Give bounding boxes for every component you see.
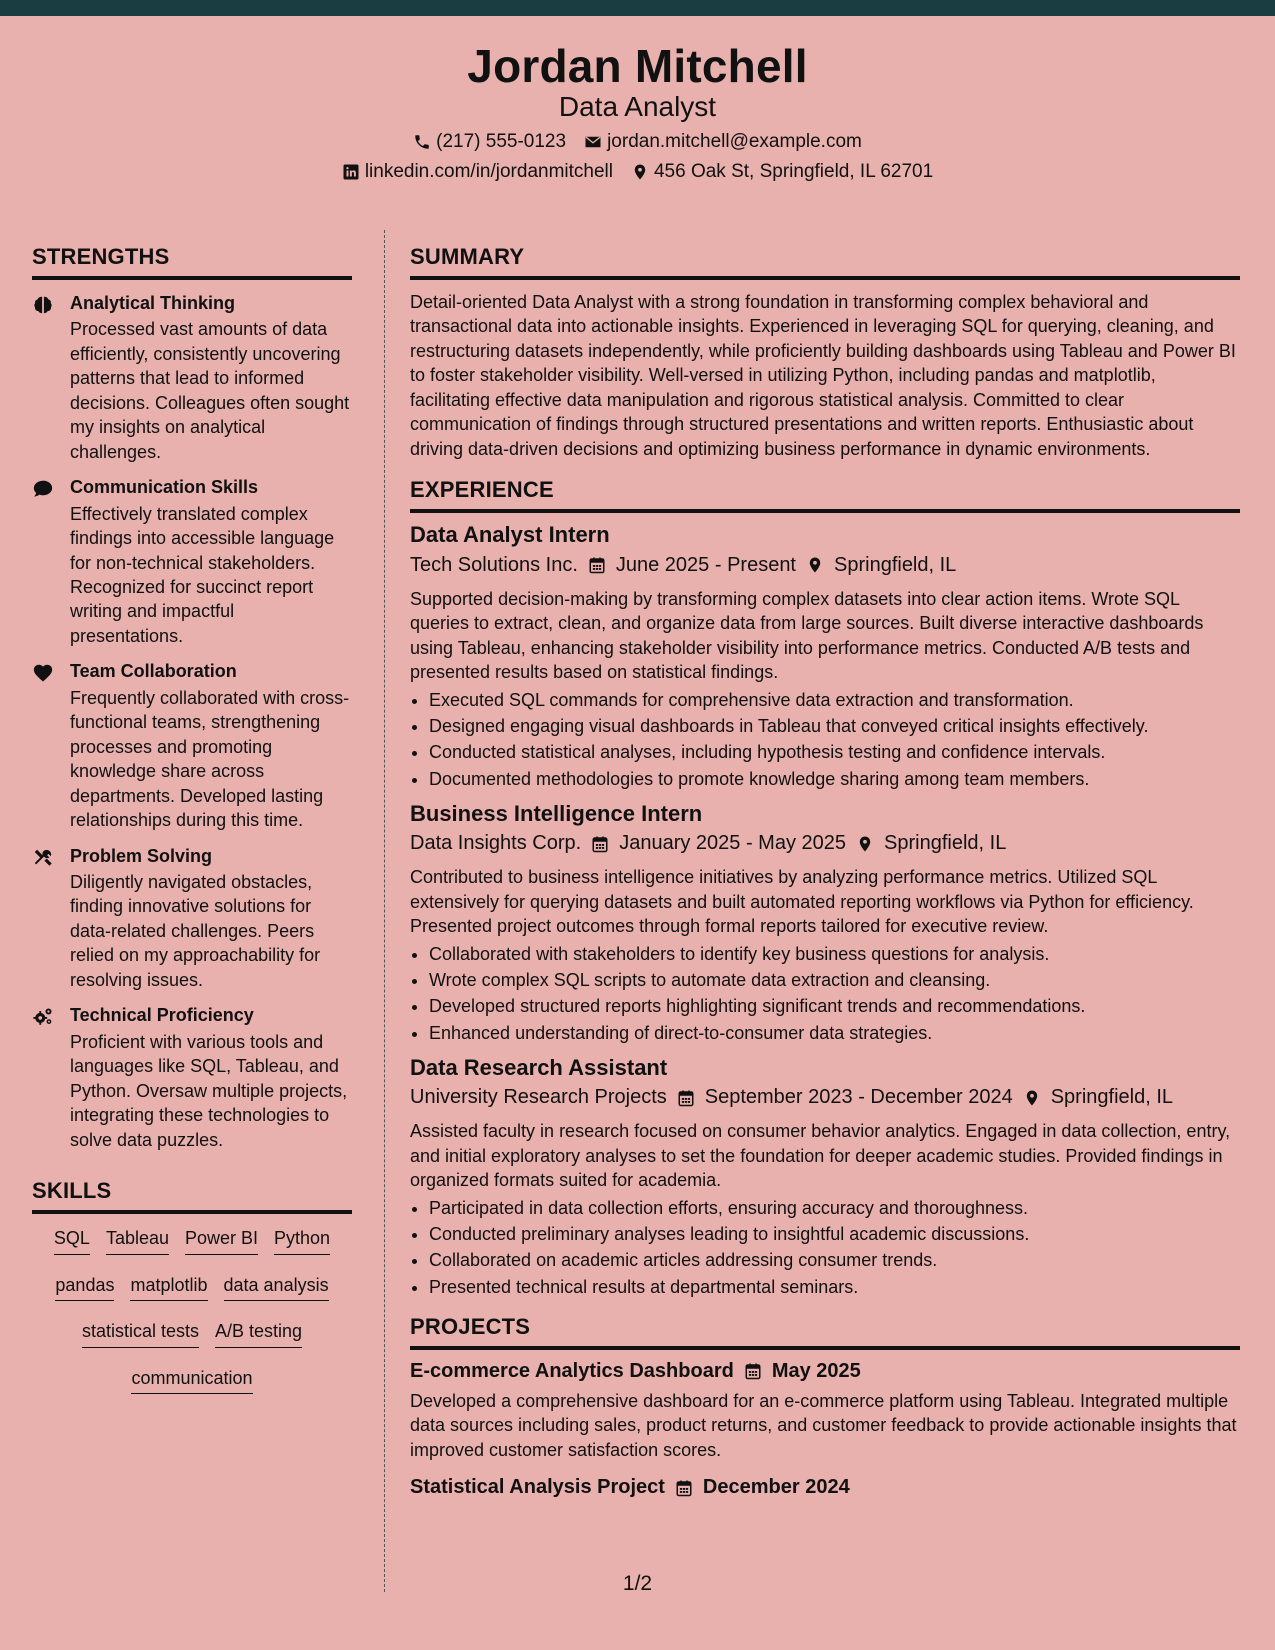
gears-icon (32, 1004, 56, 1152)
strength-description: Diligently navigated obstacles, finding innovative solutions for data-related challenges. Peers relied on my approachability for resolving issues. (70, 872, 321, 990)
skills-section (32, 1178, 352, 1414)
linkedin-contact[interactable] (342, 160, 613, 184)
project-title: E-commerce Analytics Dashboard (410, 1359, 734, 1382)
calendar-icon (744, 1362, 762, 1380)
phone-number: (217) 555-0123 (436, 130, 567, 152)
skill-tag: communication (131, 1368, 252, 1395)
right-column (410, 244, 1240, 1499)
job-company: University Research Projects (410, 1086, 667, 1109)
strength-item (32, 660, 352, 832)
skill-tag: Tableau (106, 1228, 169, 1255)
project-description: Developed a comprehensive dashboard for an e-commerce platform using Tableau. Integrated multiple data sources including sales, product returns, and customer feedback to provide actionable insights that improved customer satisfaction scores. (410, 1390, 1237, 1460)
skills-heading: SKILLS (32, 1178, 352, 1214)
map-pin-icon (856, 835, 874, 853)
job-description: Contributed to business intelligence initiatives by analyzing performance metrics. Utilized SQL extensively for querying datasets and built automated reporting workflows via Python for efficiency. Presented project outcomes through formal reports tailored for executive review. (410, 867, 1194, 937)
job-entry (410, 521, 1240, 792)
skill-tag: Power BI (185, 1228, 258, 1255)
project-header (410, 1476, 1240, 1499)
job-meta (410, 1086, 1240, 1109)
resume-header (0, 16, 1275, 204)
calendar-icon (588, 556, 606, 574)
summary-section (410, 244, 1240, 461)
job-meta (410, 832, 1240, 855)
strength-item (32, 476, 352, 648)
job-description: Assisted faculty in research focused on consumer behavior analytics. Engaged in data collection, entry, and initial exploratory analyses to set the foundation for deeper academic studies. Provided findings in organized formats suited for academia. (410, 1121, 1231, 1191)
job-bullets (410, 1195, 1240, 1300)
skill-tag: pandas (55, 1275, 114, 1302)
project-date: May 2025 (771, 1359, 861, 1382)
strength-description: Processed vast amounts of data efficiently, consistently uncovering patterns that lead to informed decisions. Colleagues often sought my insights on analytical challenges. (70, 319, 350, 462)
address-contact (631, 160, 933, 184)
candidate-name: Jordan Mitchell (467, 40, 808, 92)
summary-heading: SUMMARY (410, 244, 1240, 280)
bullet-item: • Conducted statistical analyses, including hypothesis testing and confidence intervals. (429, 739, 1240, 765)
column-divider (384, 230, 385, 1592)
projects-heading: PROJECTS (410, 1314, 1240, 1350)
job-bullets (410, 941, 1240, 1046)
skill-tag: Python (274, 1228, 330, 1255)
candidate-role: Data Analyst (558, 91, 717, 123)
job-meta (410, 554, 1240, 577)
job-title: Data Research Assistant (410, 1054, 668, 1080)
bullet-item: • Designed engaging visual dashboards in Tableau that conveyed critical insights effectively. (429, 713, 1240, 739)
linkedin-icon (342, 163, 360, 181)
email-contact[interactable] (584, 130, 862, 154)
project-entry (410, 1476, 1240, 1499)
left-column (32, 244, 352, 1414)
brain-icon (32, 292, 56, 464)
top-accent-bar (0, 0, 1275, 16)
phone-contact (413, 130, 566, 154)
job-dates: September 2023 - December 2024 (704, 1086, 1013, 1109)
job-description: Supported decision-making by transforming complex datasets into clear action items. Wrote SQL queries to extract, clean, and organize data from large sources. Built diverse interactive dashboards using Tableau, enhancing stakeholder visibility into performance metrics. Conducted A/B tests and presented results based on statistical findings. (410, 588, 1204, 683)
map-pin-icon (631, 163, 649, 181)
map-pin-icon (806, 556, 824, 574)
envelope-icon (584, 133, 602, 151)
street-address: 456 Oak St, Springfield, IL 62701 (653, 160, 934, 182)
bullet-item: • Presented technical results at departmental seminars. (429, 1274, 1240, 1300)
skill-tag: data analysis (224, 1275, 329, 1302)
skill-tag: matplotlib (130, 1275, 207, 1302)
job-location: Springfield, IL (884, 832, 1007, 855)
job-company: Data Insights Corp. (410, 832, 582, 855)
contact-row-2 (0, 160, 1275, 184)
strength-description: Effectively translated complex findings into accessible language for non-technical stakeholders. Recognized for succinct report writing and impactful presentations. (70, 503, 335, 646)
phone-icon (413, 133, 431, 151)
strengths-section (32, 244, 352, 1152)
skill-tag: A/B testing (215, 1321, 302, 1348)
page-number: 1/2 (622, 1572, 653, 1595)
tools-icon (32, 845, 56, 993)
bullet-item: • Executed SQL commands for comprehensive data extraction and transformation. (429, 687, 1240, 713)
experience-heading: EXPERIENCE (410, 477, 1240, 513)
map-pin-icon (1023, 1089, 1041, 1107)
strengths-heading: STRENGTHS (32, 244, 352, 280)
project-entry (410, 1360, 1240, 1462)
job-title: Data Analyst Intern (410, 522, 610, 548)
calendar-icon (677, 1089, 695, 1107)
job-entry (410, 800, 1240, 1046)
job-entry (410, 1054, 1240, 1300)
skill-tag: SQL (54, 1228, 90, 1255)
strength-title: Technical Proficiency (70, 1005, 254, 1026)
skills-list (32, 1228, 352, 1414)
bullet-item: • Conducted preliminary analyses leading to insightful academic discussions. (429, 1221, 1240, 1247)
project-title: Statistical Analysis Project (410, 1476, 665, 1499)
job-company: Tech Solutions Inc. (410, 553, 578, 576)
job-dates: January 2025 - May 2025 (619, 832, 847, 855)
bullet-item: • Collaborated on academic articles addressing consumer trends. (429, 1247, 1240, 1273)
bullet-item: • Participated in data collection efforts, ensuring accuracy and thoroughness. (429, 1195, 1240, 1221)
bullet-item: • Wrote complex SQL scripts to automate data extraction and cleansing. (429, 967, 1240, 993)
bullet-item: • Documented methodologies to promote knowledge sharing among team members. (429, 766, 1240, 792)
linkedin-url[interactable]: linkedin.com/in/jordanmitchell (364, 160, 613, 182)
contact-row-1 (0, 130, 1275, 154)
strength-item (32, 845, 352, 993)
summary-text: Detail-oriented Data Analyst with a strong foundation in transforming complex behavioral and transactional data into actionable insights. Experienced in leveraging SQL for querying, cleaning, and restructuring datasets independently, while proficiently building dashboards using Tableau and Power BI to foster stakeholder visibility. Well-versed in utilizing Python, including pandas and matplotlib, facilitating effective data manipulation and rigorous statistical analysis. Committed to clear communication of findings through structured presentations and written reports. Enthusiastic about driving data-driven decisions and optimizing business performance in dynamic environments. (410, 292, 1236, 459)
bullet-item: • Developed structured reports highlighting significant trends and recommendations. (429, 993, 1240, 1019)
job-bullets (410, 687, 1240, 792)
strength-title: Communication Skills (70, 477, 259, 498)
strength-description: Frequently collaborated with cross-functional teams, strengthening processes and promoting knowledge share across departments. Developed lasting relationships during this time. (70, 687, 350, 831)
bullet-item: • Enhanced understanding of direct-to-consumer data strategies. (429, 1020, 1240, 1046)
strength-title: Analytical Thinking (70, 293, 236, 313)
project-date: December 2024 (702, 1476, 850, 1499)
strength-title: Problem Solving (70, 845, 213, 866)
bullet-item: • Collaborated with stakeholders to identify key business questions for analysis. (429, 941, 1240, 967)
strength-item (32, 1004, 352, 1152)
email-address[interactable]: jordan.mitchell@example.com (607, 130, 862, 152)
job-location: Springfield, IL (1050, 1086, 1174, 1109)
projects-section (410, 1314, 1240, 1499)
strength-description: Proficient with various tools and languages like SQL, Tableau, and Python. Oversaw multiple projects, integrating these technologies to solve data puzzles. (70, 1031, 348, 1150)
calendar-icon (675, 1479, 693, 1497)
project-header (410, 1360, 1240, 1383)
job-title: Business Intelligence Intern (410, 800, 703, 826)
job-dates: June 2025 - Present (615, 553, 796, 576)
experience-section (410, 477, 1240, 1300)
job-location: Springfield, IL (834, 553, 957, 576)
skill-tag: statistical tests (82, 1321, 199, 1348)
strength-title: Team Collaboration (70, 661, 237, 682)
calendar-icon (591, 835, 609, 853)
speech-bubble-icon (32, 476, 56, 648)
strength-item (32, 292, 352, 464)
heart-icon (32, 660, 56, 832)
